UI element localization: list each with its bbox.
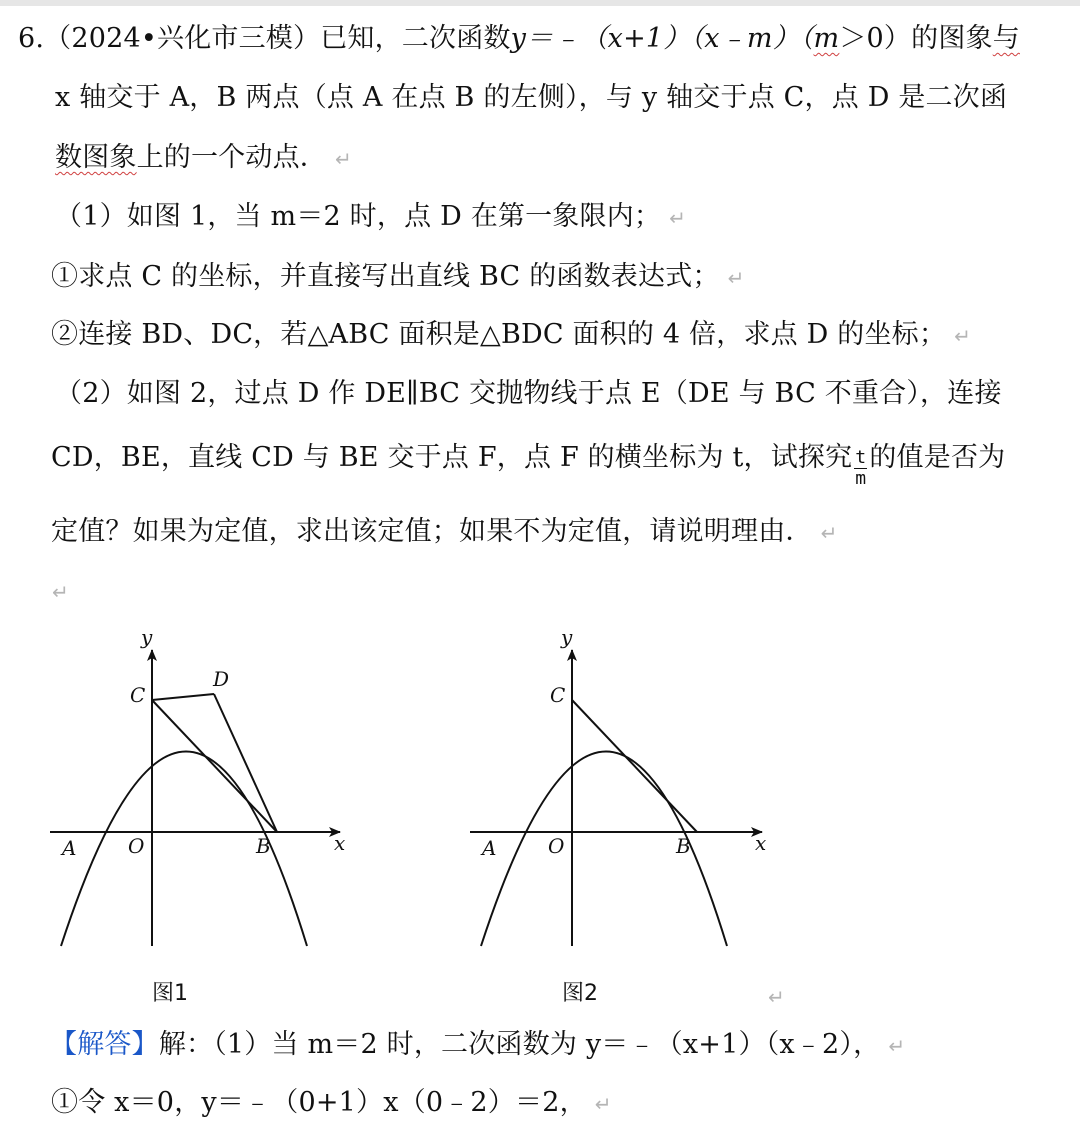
problem-text: ＞0）的图象 <box>839 23 993 54</box>
segment-cd <box>152 694 214 700</box>
problem-text-underlined: 数图象 <box>55 142 137 173</box>
problem-text: 定值？如果为定值，求出该定值；如果不为定值，请说明理由． <box>51 516 813 547</box>
answer-text: ①令 x＝0，y＝﹣（0+1）x（0﹣2）＝2， <box>51 1087 587 1118</box>
return-mark-icon: ↵ <box>888 1034 906 1058</box>
return-mark-icon: ↵ <box>335 147 352 171</box>
problem-line-8 <box>51 438 1080 489</box>
answer-label: 【解答】 <box>50 1029 159 1060</box>
problem-text: 的值是否为 <box>869 442 1006 473</box>
caption-return <box>760 976 820 1017</box>
return-mark-icon: ↵ <box>954 324 972 348</box>
label-c: C <box>550 683 566 707</box>
problem-line-5 <box>51 257 1080 298</box>
segment-bd <box>214 694 277 832</box>
problem-line-9 <box>51 512 1080 553</box>
label-b: B <box>256 834 271 858</box>
problem-text: 6.（2024•兴化市三模）已知，二次函数 <box>18 23 511 54</box>
return-mark-icon: ↵ <box>52 580 69 604</box>
return-mark-icon: ↵ <box>768 985 785 1009</box>
return-mark-icon: ↵ <box>669 206 687 230</box>
problem-line-4 <box>55 197 1080 238</box>
label-o: O <box>128 834 145 858</box>
label-a: A <box>482 836 497 860</box>
top-bar <box>0 0 1080 6</box>
problem-subquestion-1: （1）如图 1，当 m＝2 时，点 D 在第一象限内； <box>55 201 662 232</box>
label-y: y <box>561 625 573 649</box>
problem-line-1 <box>18 19 1080 59</box>
problem-formula: y＝﹣（x+1）（x﹣m）（ <box>510 23 814 54</box>
problem-subquestion-2: （2）如图 2，过点 D 作 DE∥BC 交抛物线于点 E（DE 与 BC 不重合），连接 <box>55 378 1002 409</box>
return-mark-icon: ↵ <box>727 266 745 290</box>
problem-subquestion-1-2: ②连接 BD、DC，若△ABC 面积是△BDC 面积的 4 倍，求点 D 的坐标； <box>51 319 947 350</box>
segment-bc <box>572 700 697 832</box>
label-o: O <box>548 834 565 858</box>
return-mark-icon: ↵ <box>820 521 838 545</box>
problem-subquestion-1-1: ①求点 C 的坐标，并直接写出直线 BC 的函数表达式； <box>51 261 720 292</box>
problem-text: x 轴交于 A，B 两点（点 A 在点 B 的左侧），与 y 轴交于点 C，点 D 是二次函 <box>55 82 1008 113</box>
label-c: C <box>130 683 146 707</box>
problem-text: 上的一个动点． <box>136 142 328 173</box>
label-b: B <box>676 834 691 858</box>
label-x: x <box>334 831 346 855</box>
figure-1 <box>50 625 345 946</box>
problem-line-6 <box>51 315 1080 356</box>
answer-text: 解：（1）当 m＝2 时，二次函数为 y＝﹣（x+1）（x﹣2）， <box>158 1029 881 1060</box>
answer-line-1 <box>50 1025 1080 1066</box>
figure-2-caption: 图2 <box>562 981 598 1006</box>
problem-text: CD，BE，直线 CD 与 BE 交于点 F，点 F 的横坐标为 t，试探究 <box>51 442 853 473</box>
figure-1-caption: 图1 <box>152 981 188 1006</box>
problem-line-7 <box>55 374 1080 414</box>
label-a: A <box>62 836 77 860</box>
fraction-numerator: t <box>855 447 867 468</box>
problem-line-2 <box>55 78 1080 118</box>
fraction-denominator: m <box>855 468 867 489</box>
problem-text-underlined: 与 <box>992 23 1020 54</box>
segment-bc <box>152 700 277 832</box>
fraction-t-over-m <box>854 448 867 489</box>
problem-param-m: m <box>813 23 840 54</box>
empty-paragraph <box>44 571 1080 612</box>
label-x: x <box>755 831 767 855</box>
label-y: y <box>141 625 153 649</box>
problem-line-3 <box>55 138 1080 179</box>
answer-line-2 <box>51 1083 1080 1124</box>
return-mark-icon: ↵ <box>594 1092 612 1116</box>
figure-2 <box>470 625 766 946</box>
label-d: D <box>213 667 230 691</box>
